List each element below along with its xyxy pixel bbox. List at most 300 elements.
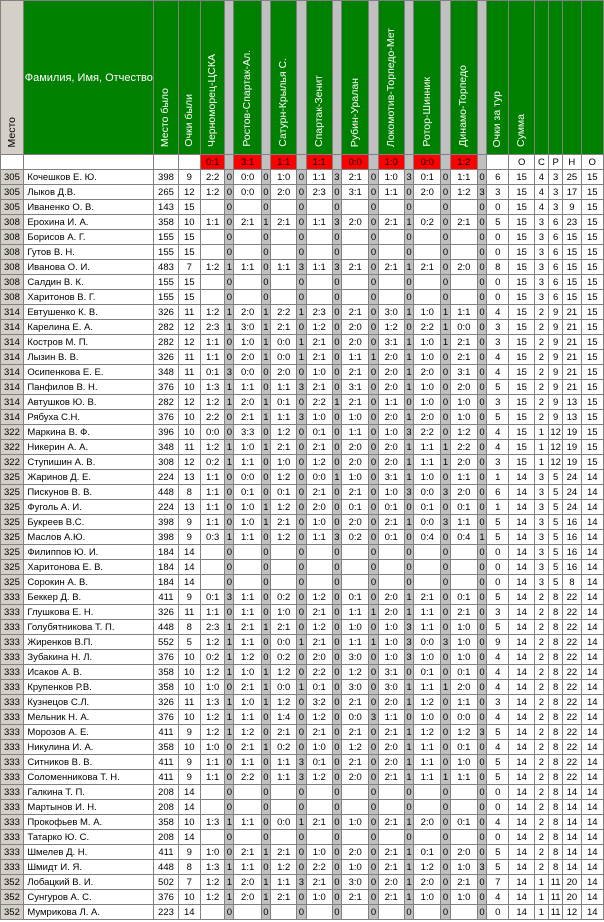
- name-header[interactable]: Фамилия, Имя, Отчество: [24, 1, 154, 155]
- stat-cell[interactable]: 2: [534, 680, 548, 695]
- prediction-cell[interactable]: 2:2: [306, 860, 332, 875]
- prediction-cell[interactable]: [450, 575, 477, 590]
- prediction-cell[interactable]: 1:1: [200, 605, 224, 620]
- prediction-cell[interactable]: 2:1: [306, 605, 332, 620]
- place-before-cell[interactable]: 376: [154, 380, 178, 395]
- prediction-points-cell[interactable]: 0: [442, 381, 449, 393]
- prediction-cell[interactable]: 1:1: [234, 530, 261, 545]
- prediction-cell[interactable]: 1:2: [306, 455, 332, 470]
- stat-cell[interactable]: 15: [581, 305, 604, 320]
- prediction-points-cell[interactable]: 1: [226, 861, 233, 873]
- prediction-cell[interactable]: [306, 905, 332, 920]
- prediction-cell[interactable]: 0:0: [450, 710, 477, 725]
- place-cell[interactable]: 333: [1, 605, 24, 620]
- place-cell[interactable]: 325: [1, 515, 24, 530]
- prediction-cell[interactable]: 1:4: [270, 710, 296, 725]
- prediction-cell[interactable]: 2:1: [306, 350, 332, 365]
- prediction-points-cell[interactable]: 0: [370, 771, 377, 783]
- sum-cell[interactable]: 14: [509, 485, 534, 500]
- prediction-cell[interactable]: [200, 800, 224, 815]
- prediction-cell[interactable]: 2:1: [450, 335, 477, 350]
- prediction-cell[interactable]: 0:1: [378, 500, 404, 515]
- match-result[interactable]: 3:1: [234, 155, 261, 170]
- stat-cell[interactable]: 16: [563, 545, 581, 560]
- prediction-cell[interactable]: 2:1: [270, 515, 296, 530]
- stat-cell[interactable]: 1: [534, 905, 548, 920]
- sum-cell[interactable]: 14: [509, 545, 534, 560]
- prediction-cell[interactable]: [200, 245, 224, 260]
- prediction-cell[interactable]: 2:1: [342, 305, 369, 320]
- prediction-cell[interactable]: 1:0: [306, 740, 332, 755]
- place-before-cell[interactable]: 358: [154, 215, 178, 230]
- prediction-cell[interactable]: [306, 830, 332, 845]
- tour-points-cell[interactable]: 5: [487, 410, 509, 425]
- participant-name[interactable]: Борисов А. Г.: [24, 230, 154, 245]
- prediction-cell[interactable]: 1:0: [450, 395, 477, 410]
- tour-points-cell[interactable]: 4: [487, 740, 509, 755]
- prediction-cell[interactable]: [378, 275, 404, 290]
- stat-cell[interactable]: 15: [563, 290, 581, 305]
- prediction-points-cell[interactable]: 0: [370, 231, 377, 243]
- prediction-points-cell[interactable]: 0: [370, 486, 377, 498]
- place-before-cell[interactable]: 282: [154, 335, 178, 350]
- match-header[interactable]: Динамо-Торпедо: [450, 1, 477, 155]
- prediction-points-cell[interactable]: 0: [479, 471, 485, 483]
- prediction-points-cell[interactable]: 0: [334, 831, 340, 843]
- stat-cell[interactable]: 15: [563, 245, 581, 260]
- points-before-cell[interactable]: 9: [178, 530, 200, 545]
- tour-points-cell[interactable]: 4: [487, 890, 509, 905]
- prediction-points-cell[interactable]: 0: [298, 576, 305, 588]
- sum-cell[interactable]: 14: [509, 500, 534, 515]
- stat-cell[interactable]: 2: [534, 590, 548, 605]
- match-header[interactable]: Ростов-Спартак-Ал.: [234, 1, 261, 155]
- prediction-points-cell[interactable]: 0: [263, 831, 269, 843]
- stat-cell[interactable]: 14: [581, 785, 604, 800]
- stat-cell[interactable]: 14: [581, 665, 604, 680]
- stat-cell[interactable]: 11: [549, 875, 563, 890]
- tour-points-cell[interactable]: 4: [487, 350, 509, 365]
- prediction-points-cell[interactable]: 0: [479, 261, 485, 273]
- participant-name[interactable]: Лызин В. В.: [24, 350, 154, 365]
- prediction-points-cell[interactable]: 0: [334, 366, 340, 378]
- prediction-cell[interactable]: [234, 545, 261, 560]
- prediction-points-cell[interactable]: 0: [263, 471, 269, 483]
- stat-cell[interactable]: 4: [534, 185, 548, 200]
- prediction-cell[interactable]: 1:2: [200, 260, 224, 275]
- prediction-cell[interactable]: [342, 800, 369, 815]
- blank-cell[interactable]: [487, 155, 509, 170]
- prediction-cell[interactable]: 0:3: [200, 530, 224, 545]
- prediction-cell[interactable]: 1:0: [450, 635, 477, 650]
- prediction-cell[interactable]: 1:0: [378, 620, 404, 635]
- prediction-cell[interactable]: [450, 800, 477, 815]
- place-cell[interactable]: 333: [1, 845, 24, 860]
- points-before-cell[interactable]: 9: [178, 515, 200, 530]
- prediction-cell[interactable]: 2:1: [306, 380, 332, 395]
- prediction-cell[interactable]: 1:1: [414, 755, 441, 770]
- stat-cell[interactable]: 12: [563, 905, 581, 920]
- points-before-cell[interactable]: 14: [178, 575, 200, 590]
- prediction-points-cell[interactable]: 0: [442, 231, 449, 243]
- prediction-points-cell[interactable]: 0: [298, 441, 305, 453]
- prediction-points-cell[interactable]: 1: [406, 606, 412, 618]
- prediction-cell[interactable]: 2:0: [378, 455, 404, 470]
- prediction-points-cell[interactable]: 0: [334, 621, 340, 633]
- prediction-points-cell[interactable]: 0: [226, 201, 233, 213]
- stat-cell[interactable]: 2: [534, 320, 548, 335]
- sum-cell[interactable]: 15: [509, 380, 534, 395]
- prediction-points-cell[interactable]: 1: [298, 816, 305, 828]
- prediction-cell[interactable]: 1:2: [342, 740, 369, 755]
- prediction-cell[interactable]: 2:2: [200, 410, 224, 425]
- prediction-points-cell[interactable]: 1: [263, 891, 269, 903]
- place-cell[interactable]: 333: [1, 785, 24, 800]
- prediction-cell[interactable]: [200, 230, 224, 245]
- prediction-cell[interactable]: [200, 290, 224, 305]
- place-cell[interactable]: 314: [1, 335, 24, 350]
- prediction-points-cell[interactable]: 1: [406, 336, 412, 348]
- prediction-cell[interactable]: 1:2: [306, 320, 332, 335]
- stat-cell[interactable]: 19: [563, 425, 581, 440]
- stat-cell[interactable]: 14: [581, 725, 604, 740]
- prediction-points-cell[interactable]: 0: [370, 816, 377, 828]
- stat-cell[interactable]: 6: [549, 260, 563, 275]
- prediction-cell[interactable]: [306, 545, 332, 560]
- prediction-points-cell[interactable]: 1: [226, 696, 233, 708]
- tour-points-cell[interactable]: 4: [487, 365, 509, 380]
- place-before-cell[interactable]: 155: [154, 245, 178, 260]
- stat-cell[interactable]: 2: [534, 725, 548, 740]
- prediction-points-cell[interactable]: 1: [442, 456, 449, 468]
- prediction-cell[interactable]: 0:1: [414, 845, 441, 860]
- prediction-cell[interactable]: 2:1: [306, 635, 332, 650]
- place-cell[interactable]: 325: [1, 530, 24, 545]
- stat-cell[interactable]: 21: [563, 350, 581, 365]
- prediction-points-cell[interactable]: 1: [406, 756, 412, 768]
- stat-cell[interactable]: 15: [581, 215, 604, 230]
- prediction-points-cell[interactable]: 1: [263, 336, 269, 348]
- prediction-cell[interactable]: 1:1: [200, 470, 224, 485]
- sum-cell[interactable]: 14: [509, 815, 534, 830]
- prediction-points-cell[interactable]: 0: [263, 756, 269, 768]
- prediction-points-cell[interactable]: 3: [298, 381, 305, 393]
- stat-cell[interactable]: 22: [563, 710, 581, 725]
- prediction-points-cell[interactable]: 0: [263, 186, 269, 198]
- prediction-cell[interactable]: 1:0: [378, 635, 404, 650]
- points-before-cell[interactable]: 10: [178, 665, 200, 680]
- prediction-cell[interactable]: 1:1: [306, 215, 332, 230]
- stat-cell[interactable]: 2: [534, 635, 548, 650]
- tour-points-cell[interactable]: 5: [487, 860, 509, 875]
- prediction-cell[interactable]: 2:0: [234, 875, 261, 890]
- place-before-cell[interactable]: 448: [154, 620, 178, 635]
- place-cell[interactable]: 325: [1, 560, 24, 575]
- prediction-cell[interactable]: 1:0: [270, 455, 296, 470]
- points-before-cell[interactable]: 9: [178, 755, 200, 770]
- prediction-points-cell[interactable]: 0: [479, 276, 485, 288]
- prediction-cell[interactable]: [414, 245, 441, 260]
- tour-points-cell[interactable]: 5: [487, 755, 509, 770]
- place-cell[interactable]: 305: [1, 170, 24, 185]
- sum-cell[interactable]: 15: [509, 395, 534, 410]
- prediction-points-cell[interactable]: 0: [334, 636, 340, 648]
- prediction-cell[interactable]: 3:0: [342, 680, 369, 695]
- prediction-points-cell[interactable]: 0: [406, 291, 412, 303]
- prediction-points-cell[interactable]: 0: [370, 546, 377, 558]
- prediction-points-cell[interactable]: 0: [226, 231, 233, 243]
- prediction-cell[interactable]: [306, 230, 332, 245]
- prediction-points-cell[interactable]: 0: [479, 876, 485, 888]
- stat-cell[interactable]: 9: [549, 320, 563, 335]
- place-before-cell[interactable]: 155: [154, 275, 178, 290]
- participant-name[interactable]: Мельник Н. А.: [24, 710, 154, 725]
- stat-cell[interactable]: 8: [549, 800, 563, 815]
- prediction-cell[interactable]: 1:2: [200, 440, 224, 455]
- place-cell[interactable]: 325: [1, 470, 24, 485]
- prediction-cell[interactable]: 0:2: [200, 650, 224, 665]
- prediction-points-cell[interactable]: 0: [370, 696, 377, 708]
- stat-cell[interactable]: 8: [549, 650, 563, 665]
- place-before-cell[interactable]: 224: [154, 470, 178, 485]
- stat-cell[interactable]: 8: [549, 755, 563, 770]
- place-cell[interactable]: 308: [1, 275, 24, 290]
- sum-cell[interactable]: 15: [509, 260, 534, 275]
- prediction-cell[interactable]: 1:1: [414, 680, 441, 695]
- prediction-cell[interactable]: 2:2: [450, 440, 477, 455]
- prediction-cell[interactable]: [414, 230, 441, 245]
- stat-cell[interactable]: 24: [563, 470, 581, 485]
- place-cell[interactable]: 333: [1, 650, 24, 665]
- stat-cell[interactable]: 8: [549, 770, 563, 785]
- stat-cell[interactable]: 15: [581, 290, 604, 305]
- prediction-cell[interactable]: 2:0: [342, 770, 369, 785]
- prediction-cell[interactable]: [306, 575, 332, 590]
- prediction-cell[interactable]: 1:0: [342, 620, 369, 635]
- prediction-points-cell[interactable]: 0: [334, 651, 340, 663]
- prediction-cell[interactable]: 3:0: [234, 320, 261, 335]
- prediction-cell[interactable]: 0:0: [270, 350, 296, 365]
- place-cell[interactable]: 333: [1, 680, 24, 695]
- participant-name[interactable]: Иваненко О. В.: [24, 200, 154, 215]
- sum-cell[interactable]: 14: [509, 605, 534, 620]
- prediction-points-cell[interactable]: 1: [298, 336, 305, 348]
- prediction-cell[interactable]: 3:1: [342, 380, 369, 395]
- stat-cell[interactable]: 5: [549, 545, 563, 560]
- prediction-points-cell[interactable]: 1: [406, 411, 412, 423]
- prediction-cell[interactable]: 1:2: [270, 500, 296, 515]
- prediction-points-cell[interactable]: 0: [334, 546, 340, 558]
- prediction-points-cell[interactable]: 0: [263, 816, 269, 828]
- prediction-points-cell[interactable]: 0: [479, 216, 485, 228]
- prediction-cell[interactable]: 1:1: [200, 485, 224, 500]
- participant-name[interactable]: Ерохина И. А.: [24, 215, 154, 230]
- stat-cell[interactable]: 15: [581, 455, 604, 470]
- stat-cell[interactable]: 16: [563, 530, 581, 545]
- prediction-cell[interactable]: 1:0: [378, 425, 404, 440]
- prediction-points-cell[interactable]: 0: [370, 186, 377, 198]
- prediction-points-cell[interactable]: 0: [442, 861, 449, 873]
- prediction-points-cell[interactable]: 0: [298, 711, 305, 723]
- prediction-points-cell[interactable]: 0: [334, 201, 340, 213]
- prediction-points-cell[interactable]: 0: [226, 471, 233, 483]
- stat-cell[interactable]: 8: [549, 695, 563, 710]
- prediction-points-cell[interactable]: 1: [226, 381, 233, 393]
- points-before-cell[interactable]: 11: [178, 365, 200, 380]
- stat-cell[interactable]: 2: [534, 335, 548, 350]
- prediction-points-cell[interactable]: 1: [406, 696, 412, 708]
- prediction-cell[interactable]: 0:1: [450, 590, 477, 605]
- place-before-cell[interactable]: 326: [154, 695, 178, 710]
- prediction-points-cell[interactable]: 0: [226, 561, 233, 573]
- prediction-cell[interactable]: [342, 785, 369, 800]
- stat-cell[interactable]: 11: [549, 905, 563, 920]
- place-before-cell[interactable]: 143: [154, 200, 178, 215]
- prediction-points-cell[interactable]: 1: [442, 771, 449, 783]
- sum-cell[interactable]: 14: [509, 725, 534, 740]
- sum-cell[interactable]: 14: [509, 530, 534, 545]
- prediction-points-cell[interactable]: 0: [263, 591, 269, 603]
- place-cell[interactable]: 352: [1, 905, 24, 920]
- participant-name[interactable]: Ступишин А. В.: [24, 455, 154, 470]
- prediction-cell[interactable]: 2:1: [270, 440, 296, 455]
- prediction-cell[interactable]: 1:1: [270, 410, 296, 425]
- prediction-points-cell[interactable]: 0: [334, 786, 340, 798]
- prediction-cell[interactable]: 2:1: [342, 485, 369, 500]
- prediction-points-cell[interactable]: 0: [298, 426, 305, 438]
- participant-name[interactable]: Евтушенко К. В.: [24, 305, 154, 320]
- prediction-cell[interactable]: 2:1: [270, 845, 296, 860]
- stat-cell[interactable]: 2: [534, 785, 548, 800]
- prediction-points-cell[interactable]: 1: [263, 441, 269, 453]
- prediction-points-cell[interactable]: 0: [334, 861, 340, 873]
- stat-cell[interactable]: 15: [581, 350, 604, 365]
- prediction-points-cell[interactable]: 0: [479, 786, 485, 798]
- place-before-cell[interactable]: 348: [154, 440, 178, 455]
- sum-cell[interactable]: 14: [509, 845, 534, 860]
- place-cell[interactable]: 325: [1, 500, 24, 515]
- stat-cell[interactable]: 5: [549, 515, 563, 530]
- place-cell[interactable]: 314: [1, 350, 24, 365]
- stat-cell[interactable]: 2: [534, 755, 548, 770]
- participant-name[interactable]: Галкина Т. П.: [24, 785, 154, 800]
- place-before-cell[interactable]: 376: [154, 890, 178, 905]
- prediction-cell[interactable]: 1:0: [414, 395, 441, 410]
- prediction-points-cell[interactable]: 1: [263, 516, 269, 528]
- place-cell[interactable]: 333: [1, 770, 24, 785]
- prediction-cell[interactable]: [342, 275, 369, 290]
- sum-cell[interactable]: 15: [509, 200, 534, 215]
- prediction-points-cell[interactable]: 0: [479, 231, 485, 243]
- prediction-cell[interactable]: [378, 800, 404, 815]
- prediction-points-cell[interactable]: 0: [479, 756, 485, 768]
- prediction-points-cell[interactable]: 0: [263, 561, 269, 573]
- prediction-cell[interactable]: 1:2: [200, 875, 224, 890]
- prediction-points-cell[interactable]: 1: [263, 876, 269, 888]
- tour-points-cell[interactable]: 0: [487, 275, 509, 290]
- prediction-cell[interactable]: 2:1: [306, 335, 332, 350]
- prediction-cell[interactable]: 2:0: [378, 365, 404, 380]
- prediction-cell[interactable]: 0:0: [234, 185, 261, 200]
- prediction-cell[interactable]: [378, 200, 404, 215]
- prediction-cell[interactable]: 1:1: [378, 395, 404, 410]
- prediction-points-cell[interactable]: 1: [334, 396, 340, 408]
- prediction-cell[interactable]: [414, 905, 441, 920]
- prediction-points-cell[interactable]: 0: [226, 576, 233, 588]
- prediction-cell[interactable]: 1:0: [450, 890, 477, 905]
- prediction-points-cell[interactable]: 0: [298, 276, 305, 288]
- place-before-cell[interactable]: 308: [154, 455, 178, 470]
- prediction-points-cell[interactable]: 0: [334, 276, 340, 288]
- prediction-points-cell[interactable]: 1: [263, 396, 269, 408]
- prediction-cell[interactable]: 2:1: [342, 695, 369, 710]
- prediction-points-cell[interactable]: 0: [479, 546, 485, 558]
- prediction-cell[interactable]: 2:0: [378, 755, 404, 770]
- prediction-points-cell[interactable]: 0: [479, 621, 485, 633]
- prediction-points-cell[interactable]: 0: [298, 366, 305, 378]
- stat-cell[interactable]: 3: [534, 260, 548, 275]
- sum-cell[interactable]: 15: [509, 425, 534, 440]
- match-result[interactable]: 1:1: [306, 155, 332, 170]
- stat-cell[interactable]: 12: [550, 426, 561, 438]
- prediction-points-cell[interactable]: 0: [442, 741, 449, 753]
- prediction-cell[interactable]: 2:2: [414, 425, 441, 440]
- prediction-points-cell[interactable]: 0: [226, 486, 233, 498]
- prediction-points-cell[interactable]: 0: [442, 621, 449, 633]
- prediction-cell[interactable]: 2:0: [342, 215, 369, 230]
- prediction-points-cell[interactable]: 0: [406, 231, 412, 243]
- points-before-cell[interactable]: 10: [178, 890, 200, 905]
- prediction-points-cell[interactable]: 0: [406, 186, 412, 198]
- prediction-cell[interactable]: 1:0: [306, 365, 332, 380]
- stat-cell[interactable]: 3: [534, 500, 548, 515]
- prediction-cell[interactable]: 2:1: [306, 875, 332, 890]
- prediction-points-cell[interactable]: 0: [263, 801, 269, 813]
- prediction-points-cell[interactable]: 0: [370, 531, 377, 543]
- stat-cell[interactable]: 9: [549, 365, 563, 380]
- prediction-cell[interactable]: 1:1: [306, 260, 332, 275]
- prediction-points-cell[interactable]: 0: [442, 831, 449, 843]
- prediction-points-cell[interactable]: 0: [334, 846, 340, 858]
- prediction-cell[interactable]: [342, 905, 369, 920]
- prediction-points-cell[interactable]: 0: [370, 201, 377, 213]
- sum-cell[interactable]: 15: [509, 455, 534, 470]
- prediction-points-cell[interactable]: 0: [479, 801, 485, 813]
- prediction-points-cell[interactable]: 0: [298, 651, 305, 663]
- prediction-points-cell[interactable]: 0: [334, 291, 340, 303]
- stat-cell[interactable]: 8: [549, 845, 563, 860]
- prediction-points-cell[interactable]: 1: [406, 591, 412, 603]
- tour-points-cell[interactable]: 5: [487, 590, 509, 605]
- prediction-cell[interactable]: 0:1: [414, 170, 441, 185]
- prediction-cell[interactable]: 2:0: [342, 440, 369, 455]
- stat-cell[interactable]: 14: [581, 815, 604, 830]
- tour-points-cell[interactable]: 3: [487, 335, 509, 350]
- stat-cell[interactable]: 2: [534, 800, 548, 815]
- prediction-cell[interactable]: 2:1: [234, 620, 261, 635]
- sum-cell[interactable]: 15: [509, 185, 534, 200]
- stat-cell[interactable]: 2: [534, 845, 548, 860]
- prediction-points-cell[interactable]: 0: [334, 906, 340, 918]
- prediction-cell[interactable]: 2:1: [306, 815, 332, 830]
- prediction-cell[interactable]: 2:0: [234, 395, 261, 410]
- prediction-points-cell[interactable]: 0: [479, 306, 485, 318]
- tour-points-cell[interactable]: 7: [487, 875, 509, 890]
- prediction-cell[interactable]: 0:2: [200, 455, 224, 470]
- prediction-cell[interactable]: 1:1: [270, 380, 296, 395]
- prediction-cell[interactable]: 0:0: [270, 815, 296, 830]
- stat-cell[interactable]: 1: [534, 455, 548, 470]
